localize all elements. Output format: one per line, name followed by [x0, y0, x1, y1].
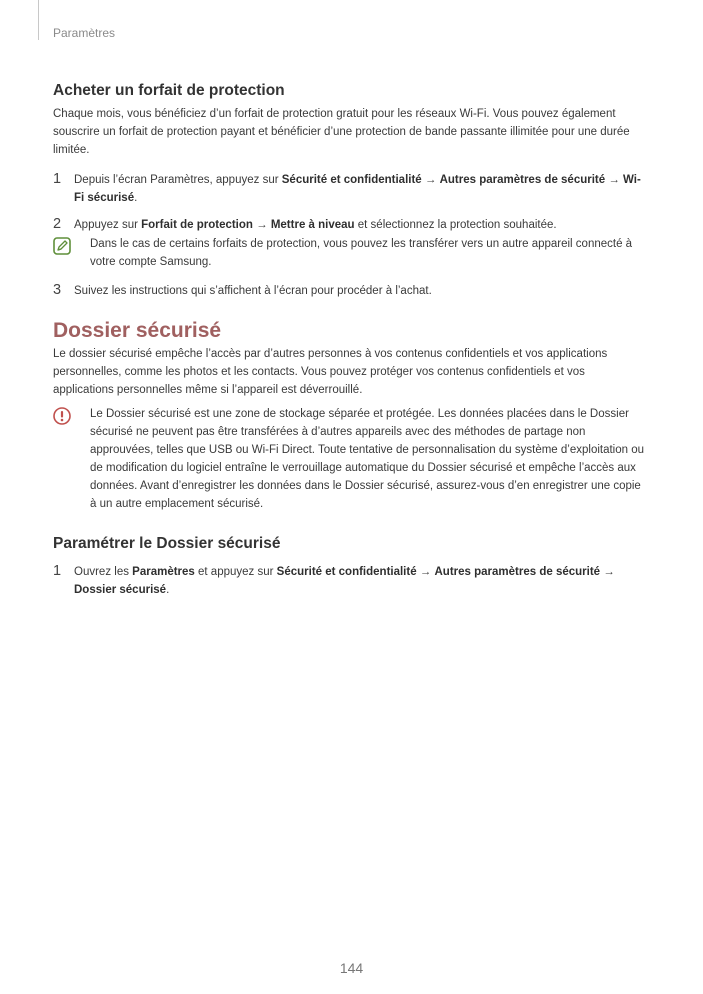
menu-path-item: Sécurité et confidentialité [276, 566, 417, 578]
step-number: 1 [53, 563, 62, 579]
forfait-note [53, 235, 648, 271]
step-text: Ouvrez les [74, 566, 133, 578]
dossier-title: Dossier sécurisé [53, 319, 222, 342]
pencil-note-icon [53, 237, 71, 255]
dossier-intro: Le dossier sécurisé empêche l’accès par d’autres personnes à vos contenus confidentiels et vos applications personnelles, comme les photos et les contacts. Vous pouvez protéger vos contenus confidentiels et vos applications personnelles même si l’appareil est déverrouillé. [53, 348, 608, 396]
caution-text: Le Dossier sécurisé est une zone de stockage séparée et protégée. Les données placées dans le Dossier sécurisé ne peuvent pas être transférées à d’autres appareils avec des méthodes de partage non approuvées, telles que USB ou Wi-Fi Direct. Toute tentative de personnalisation du système d’exploitation ou de modification du logiciel entraîne le verrouillage automatique du Dossier sécurisé et empêche l’accès aux données. Avant d’enregistrer les données dans le Dossier sécurisé, assurez-vous d’en enregistrer une copie à un autre emplacement sécurisé. [90, 408, 645, 510]
step-number: 3 [53, 282, 62, 298]
step-number: 2 [53, 216, 62, 232]
forfait-step-1 [53, 171, 648, 207]
menu-path-item: Dossier sécurisé [74, 584, 167, 596]
step-text: . [134, 192, 138, 204]
step-number: 1 [53, 171, 62, 187]
forfait-intro: Chaque mois, vous bénéficiez d’un forfait de protection gratuit pour les réseaux Wi-Fi. Vous pouvez également souscrire un forfait de protection payant et bénéficier d’une protection de bande passante illimitée pour une durée limitée. [53, 108, 630, 156]
step-text: et appuyez sur [194, 566, 277, 578]
menu-path-item: Wi-Fi sécurisé [74, 174, 641, 204]
page-number: 144 [339, 960, 364, 976]
note-text: Dans le cas de certains forfaits de protection, vous pouvez les transférer vers un autre appareil connecté à votre compte Samsung. [90, 238, 633, 268]
forfait-title: Acheter un forfait de protection [53, 82, 285, 99]
arrow-separator: → [421, 174, 440, 186]
step-text: Suivez les instructions qui s’affichent à l’écran pour procéder à l’achat. [74, 285, 432, 297]
menu-path-item: Mettre à niveau [270, 219, 355, 231]
step-text: Depuis l’écran Paramètres, appuyez sur [74, 174, 282, 186]
arrow-separator: → [605, 174, 624, 186]
arrow-separator: → [416, 566, 435, 578]
dossier-setup-title: Paramétrer le Dossier sécurisé [53, 535, 281, 552]
forfait-step-2 [53, 216, 648, 234]
step-text: . [166, 584, 170, 596]
arrow-separator: → [600, 566, 615, 578]
arrow-separator: → [252, 219, 271, 231]
menu-path-item: Sécurité et confidentialité [281, 174, 422, 186]
dossier-step-1 [53, 563, 648, 599]
step-text: Appuyez sur [74, 219, 142, 231]
menu-path-item: Autres paramètres de sécurité [439, 174, 606, 186]
menu-path-item: Forfait de protection [141, 219, 253, 231]
menu-path-item: Paramètres [132, 566, 195, 578]
step-text: et sélectionnez la protection souhaitée. [354, 219, 557, 231]
page-content [53, 82, 648, 599]
forfait-step-3 [53, 282, 648, 300]
caution-icon [53, 407, 71, 425]
breadcrumb: Paramètres [53, 26, 116, 40]
header-rule [38, 0, 39, 40]
dossier-caution [53, 405, 648, 513]
menu-path-item: Autres paramètres de sécurité [434, 566, 601, 578]
